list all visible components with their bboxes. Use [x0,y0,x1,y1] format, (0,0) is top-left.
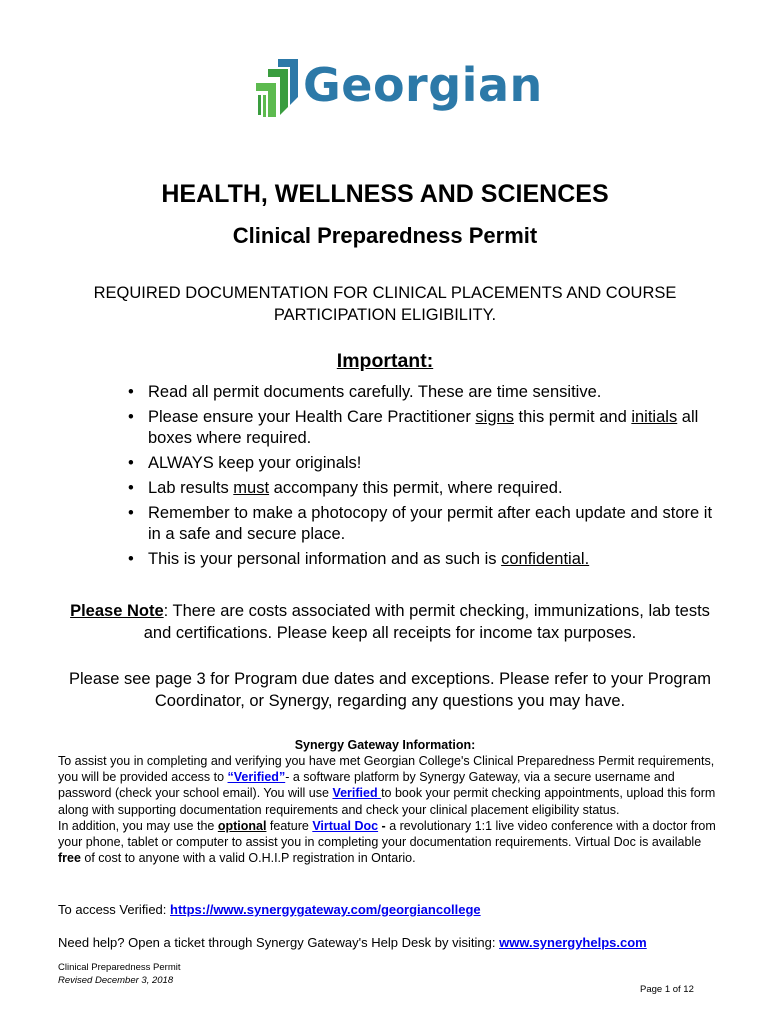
footer-doc-name: Clinical Preparedness Permit [58,962,181,973]
page-number: Page 1 of 12 [640,984,694,995]
help-desk: Need help? Open a ticket through Synergy Gateway's Help Desk by visiting: www.synergyhelps.com [58,935,647,950]
please-note-label: Please Note [70,602,164,620]
synergy-paragraph: To assist you in completing and verifying you have met Georgian College's Clinical Preparedness Permit requirements, you will be provided access to “Verified”- a software platform by Synergy Gateway, via a secure username and password (check your school email). You will use Verified to book your permit checking appointments, upload this form along with supporting documentation requirements and check your clinical placement eligibility status. In addition, you may use the optional feature Virtual Doc - a revolutionary 1:1 live video conference with a doctor from your phone, tablet or computer to assist you in completing your documentation requirements. Virtual Doc is available free of cost to anyone with a valid O.H.I.P registration in Ontario. [58,754,716,866]
confidential-word: confidential. [501,550,590,568]
see-page-text: Please see page 3 for Program due dates and exceptions. Please refer to your Program Coordinator, or Synergy, regarding any questions you may have. [68,670,712,710]
georgian-leaf-stripes-icon [250,57,300,119]
logo-text: Georgian [303,58,543,112]
please-note: Please Note: There are costs associated with permit checking, immunizations, lab tests and certifications. Please keep all receipts for income tax purposes. [70,602,710,642]
virtual-doc-link[interactable]: Virtual Doc [312,818,379,833]
footer-revised-date: Revised December 3, 2018 [58,975,174,986]
important-list [128,382,728,574]
verified-link[interactable]: “Verified” [227,770,286,785]
synergy-heading: Synergy Gateway Information: [294,738,476,752]
verified-link-2[interactable]: Verified [332,786,382,801]
list-item: • Remember to make a photocopy of your permit after each update and store it in a safe and secure place. [128,503,728,545]
list-item: • Lab results must accompany this permit, where required. [128,478,728,499]
page-title: HEALTH, WELLNESS AND SCIENCES [161,180,609,208]
free-word: free [58,851,81,866]
synergy-helps-link[interactable]: www.synergyhelps.com [499,935,647,950]
signs-word: signs [475,408,514,426]
must-word: must [233,479,270,497]
list-item: • Read all permit documents carefully. These are time sensitive. [128,382,728,403]
list-item: • ALWAYS keep your originals! [128,453,728,474]
access-verified: To access Verified: https://www.synergygateway.com/georgiancollege [58,902,481,917]
page-subtitle: Clinical Preparedness Permit [232,223,538,248]
georgian-logo [250,55,543,125]
list-item: • Please ensure your Health Care Practitioner signs this permit and initials all boxes where required. [128,407,728,449]
initials-word: initials [631,408,678,426]
required-documentation-text: REQUIRED DOCUMENTATION FOR CLINICAL PLACEMENTS AND COURSE PARTICIPATION ELIGIBILITY. [93,284,677,324]
synergy-gateway-link[interactable]: https://www.synergygateway.com/georgiancollege [170,902,481,917]
important-heading: Important: [336,350,434,372]
list-item: • This is your personal information and as such is confidential. [128,549,728,570]
optional-word: optional [217,818,267,833]
